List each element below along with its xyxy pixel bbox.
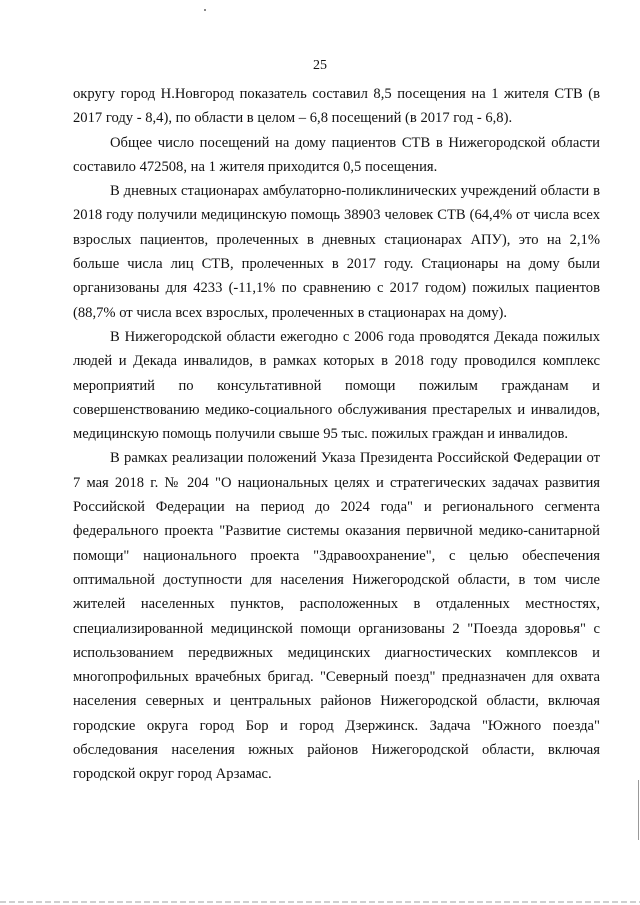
document-body (73, 82, 600, 787)
paragraph-day-hospitals: В дневных стационарах амбулаторно-поликлинических учреждений области в 2018 году получили медицинскую помощь 38903 человек СТВ (64,4% от числа всех взрослых пациентов, пролеченных в дневных стационарах АПУ), это на 2,1% больше числа лиц СТВ, пролеченных в 2017 году. Стационары на дому были организованы для 4233 (-11,1% по сравнению с 2017 годом) пожилых пациентов (88,7% от числа всех взрослых, пролеченных в стационарах на дому). (73, 183, 600, 321)
paragraph-health-trains: В рамках реализации положений Указа Президента Российской Федерации от 7 мая 2018 г. № 204 "О национальных целях и стратегических задачах развития Российской Федерации на период до 2024 года" и регионального сегмента федерального проекта "Развитие системы оказания первичной медико-санитарной помощи" национального проекта "Здравоохранение", с целью обеспечения оптимальной доступности для населения Нижегородской области, в том числе жителей населенных пунктов, расположенных в отдаленных местностях, специализированной медицинской помощи организованы 2 "Поезда здоровья" с использованием передвижных медицинских диагностических комплексов и многопрофильных врачебных бригад. "Северный поезд" предназначен для охвата населения северных и центральных районов Нижегородской области, включая городские округа город Бор и город Дзержинск. Задача "Южного поезда" обследования населения южных районов Нижегородской области, включая городской округ город Арзамас. (73, 450, 600, 783)
paragraph-decade-events: В Нижегородской области ежегодно с 2006 года проводятся Декада пожилых людей и Декада инвалидов, в рамках которых в 2018 году проводился комплекс мероприятий по консультативной помощи пожилым гражданам и совершенствованию медико-социального обслуживания престарелых и инвалидов, медицинскую помощь получили свыше 95 тыс. пожилых граждан и инвалидов. (73, 328, 600, 443)
paragraph-continuation: округу город Н.Новгород показатель составил 8,5 посещения на 1 жителя СТВ (в 2017 году - 8,4), по области в целом – 6,8 посещений (в 2017 год - 6,8). (73, 86, 600, 127)
page-number: 25 (313, 58, 327, 73)
scan-artifact-dot (204, 9, 206, 11)
scan-artifact-bottom (0, 901, 640, 903)
paragraph-home-visits: Общее число посещений на дому пациентов СТВ в Нижегородской области составило 472508, на 1 жителя приходится 0,5 посещения. (73, 134, 600, 175)
scan-artifact-edge (638, 780, 639, 840)
